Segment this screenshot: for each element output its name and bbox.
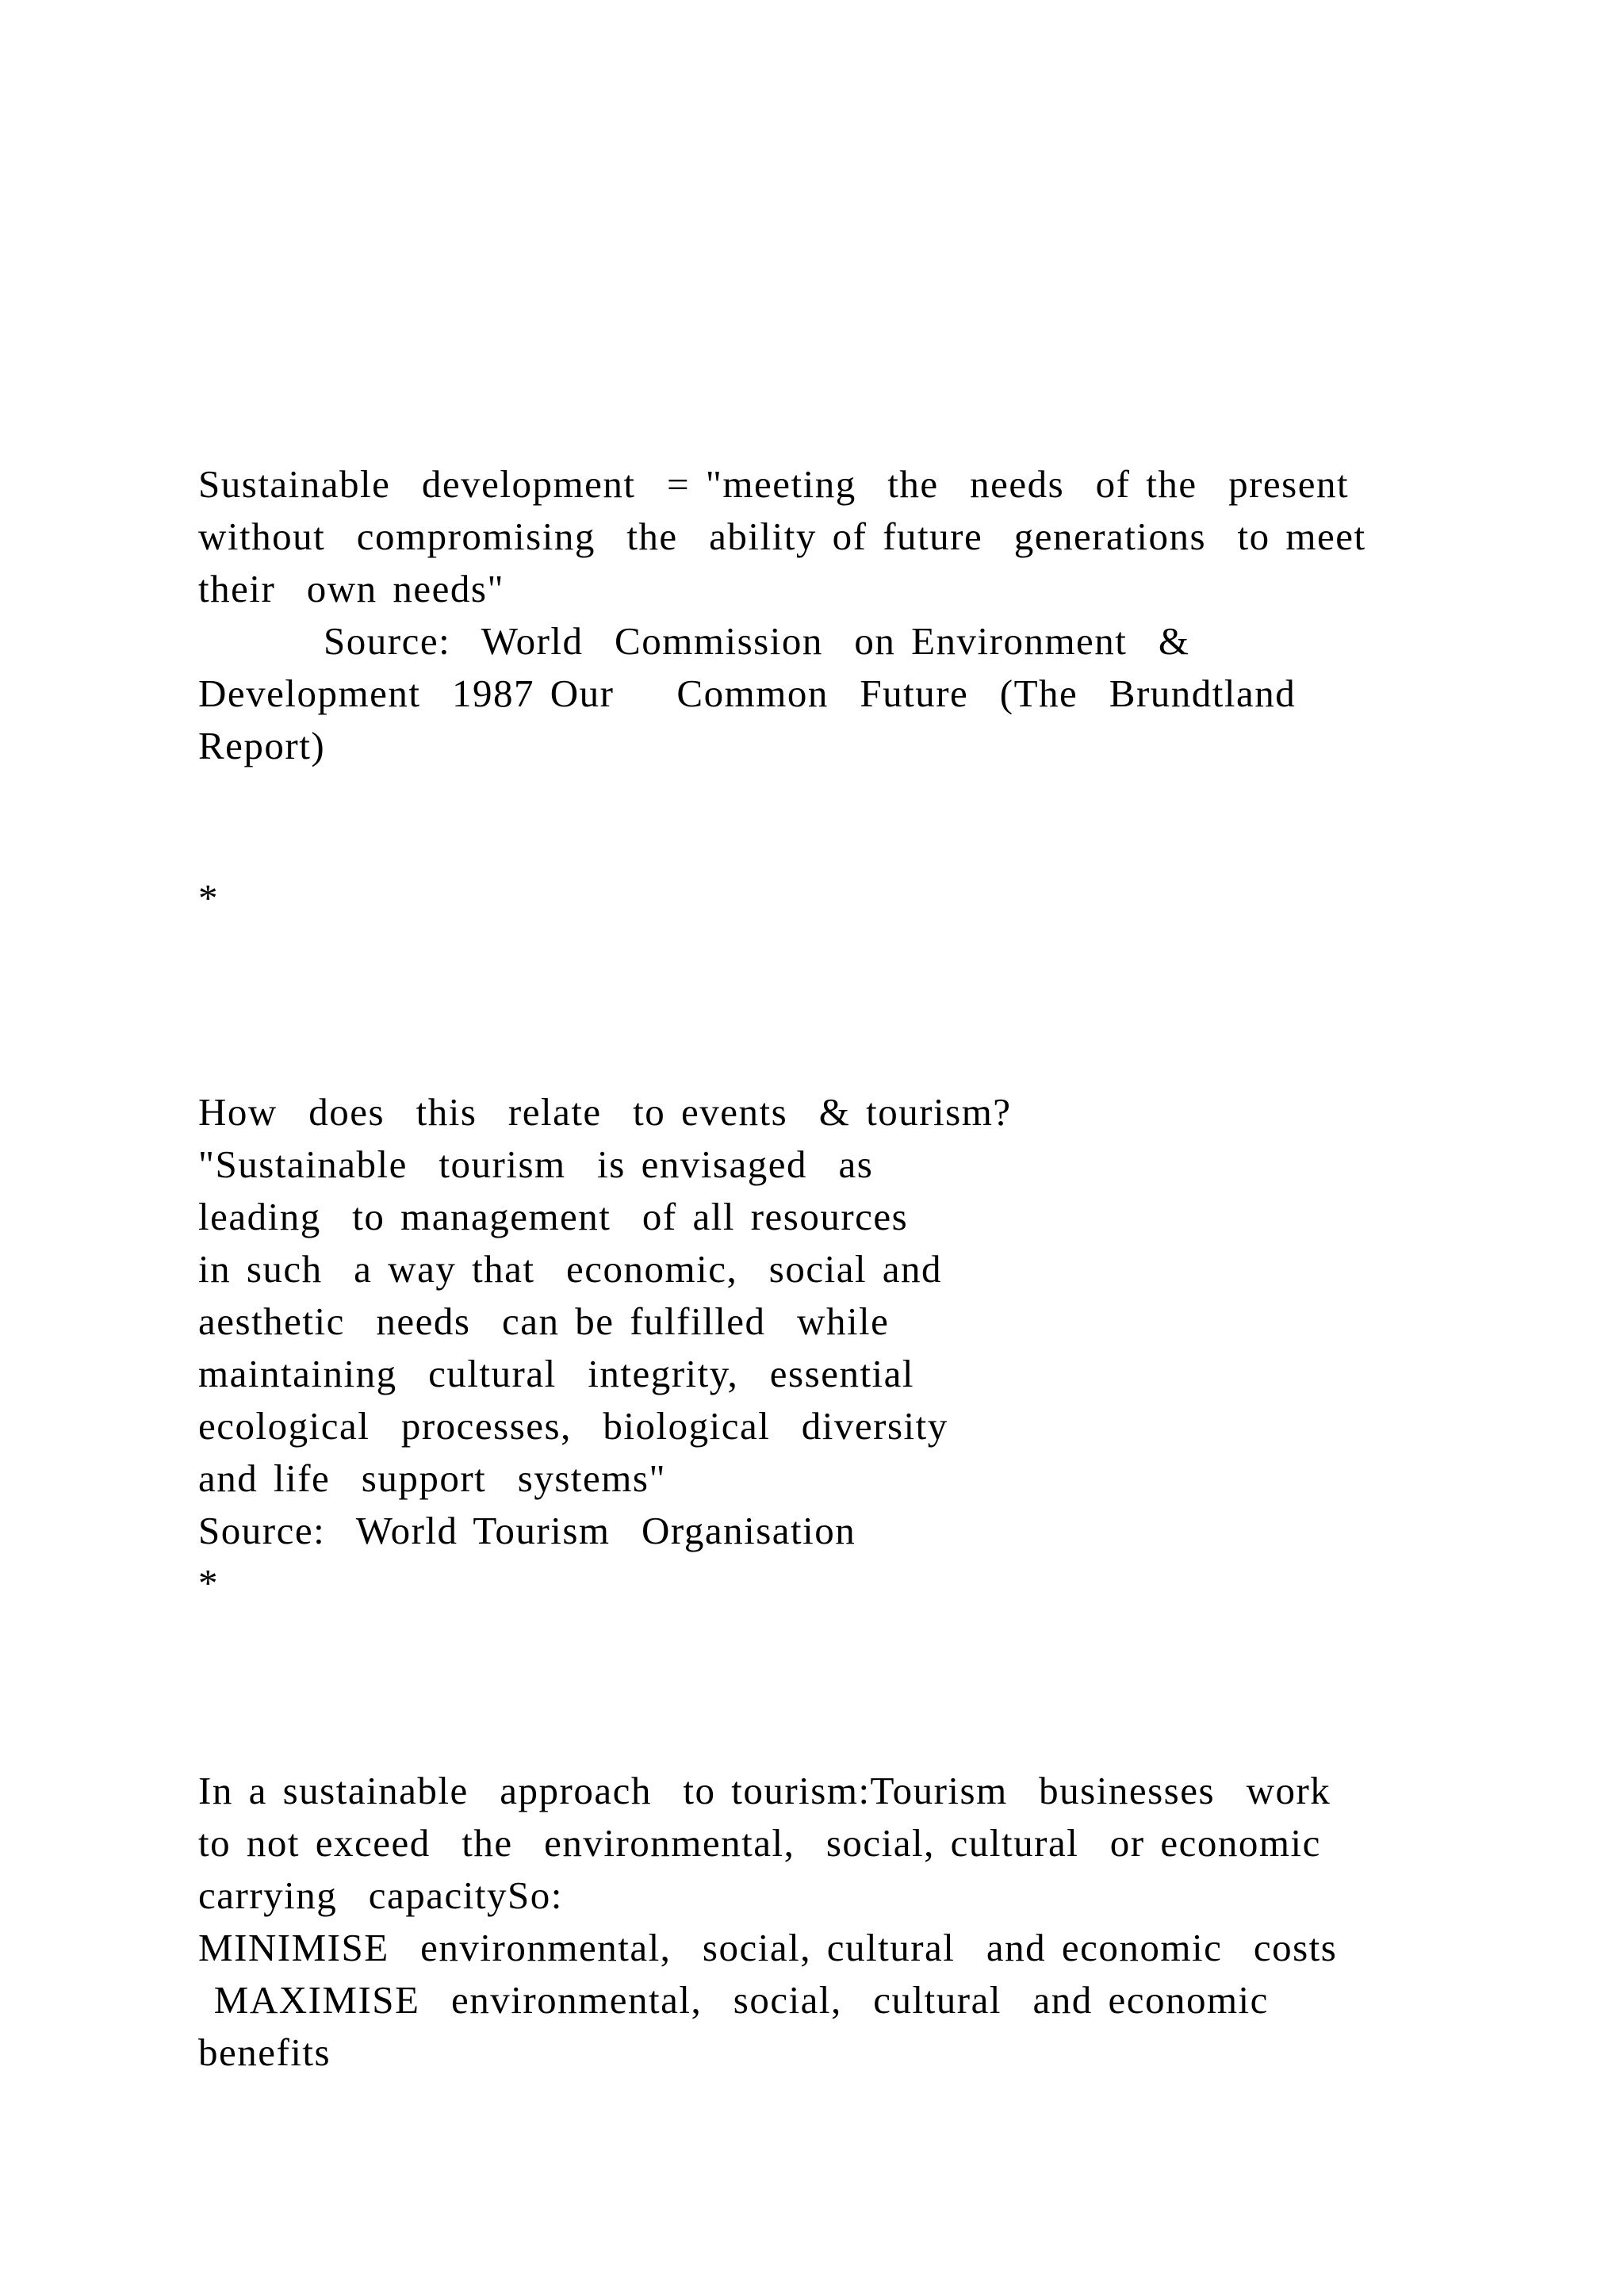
maximise-line-2: benefits [198,2030,331,2074]
tourism-quote-line-4: aesthetic needs can be fulfilled while [198,1299,890,1343]
tourism-quote-line-3: in such a way that economic, social and [198,1247,943,1291]
definition-source-line-1: Source: World Commission on Environment & [198,619,1190,663]
definition-source-line-2: Development 1987 Our Common Future (The Brundtland [198,672,1297,715]
tourism-source: Source: World Tourism Organisation [198,1509,856,1552]
tourism-quote-line-7: and life support systems" [198,1456,666,1500]
approach-line-3: carrying capacitySo: [198,1873,563,1917]
approach-line-1: In a sustainable approach to tourism:Tourism businesses work [198,1769,1331,1812]
definition-line-3: their own needs" [198,567,504,610]
maximise-line: MAXIMISE environmental, social, cultural and economic [198,1978,1269,2022]
tourism-quote-line-6: ecological processes, biological diversity [198,1404,948,1448]
definition-line-1: Sustainable development = "meeting the needs of the present [198,462,1350,506]
approach-line-2: to not exceed the environmental, social, cultural or economic [198,1821,1321,1865]
tourism-quote-line-1: "Sustainable tourism is envisaged as [198,1142,874,1186]
separator-asterisk-2: * [198,1561,219,1605]
definition-source-line-3: Report) [198,724,326,767]
tourism-quote-line-2: leading to management of all resources [198,1195,909,1238]
minimise-line: MINIMISE environmental, social, cultural and economic costs [198,1926,1338,1969]
definition-line-2: without compromising the ability of future generations to meet [198,515,1366,558]
separator-asterisk-1: * [198,876,219,920]
tourism-quote-line-5: maintaining cultural integrity, essential [198,1352,915,1395]
tourism-heading: How does this relate to events & tourism? [198,1090,1012,1134]
